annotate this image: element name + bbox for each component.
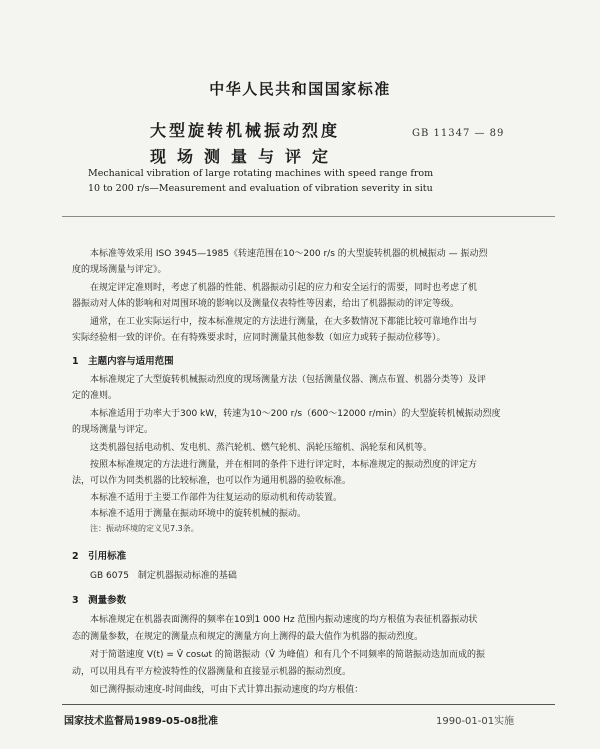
section-1-heading: 1 主题内容与适用范围 (72, 356, 174, 367)
approval-date: 国家技术监督局1989-05-08批准 (64, 716, 218, 727)
section-1-line: 这类机器包括电动机、发电机、蒸汽轮机、燃气轮机、涡轮压缩机、涡轮泵和风机等。 (90, 443, 433, 453)
intro-line: 实际经验相一致的评价。在有特殊要求时，应同时测量其他参数（如应力或转子振动位移等）。 (72, 333, 446, 343)
document-title-line2: 现场测量与评定 (150, 147, 340, 166)
section-2-heading: 2 引用标准 (72, 551, 127, 562)
intro-line: 本标准等效采用 ISO 3945—1985《转速范围在10～200 r/s 的大型旋转机器的机械振动 — 振动烈 (90, 249, 488, 259)
intro-line: 通常，在工业实际运行中，按本标准规定的方法进行测量，在大多数情况下都能比较可靠地作出与 (90, 317, 478, 327)
intro-line: 器振动对人体的影响和对周围环境的影响以及测量仪表特性等因素，给出了机器振动的评定等级。 (72, 299, 460, 309)
section-1-line: 的现场测量与评定。 (72, 425, 154, 435)
section-3-line: 对于简谐速度 V(t) = V̂ cosωt 的简谐振动（V̂ 为峰值）和有几个不同频率的简谐振动迭加而成的振 (90, 650, 485, 660)
section-1-line: 按照本标准规定的方法进行测量，并在相同的条件下进行评定时，本标准规定的振动烈度的评定方 (90, 460, 478, 470)
section-2-line: GB 6075 制定机器振动标准的基础 (90, 571, 237, 581)
section-1-line: 本标准适用于功率大于300 kW，转速为10～200 r/s（600～12000 r/min）的大型旋转机械振动烈度 (90, 409, 501, 419)
section-1-line: 本标准规定了大型旋转机械振动烈度的现场测量方法（包括测量仪器、测点布置、机器分类等）及评 (90, 375, 487, 385)
publisher-heading: 中华人民共和国国家标准 (209, 80, 391, 98)
document-title-line1: 大型旋转机械振动烈度 (150, 121, 341, 140)
section-3-line: 动，可以用具有平方检波特性的仪器测量和直接显示机器的振动烈度。 (72, 667, 352, 677)
intro-line: 在规定评定准则时，考虑了机器的性能、机器振动引起的应力和安全运行的需要，同时也考虑了机 (90, 283, 478, 293)
header-divider (62, 216, 555, 217)
section-3-heading: 3 测量参数 (72, 595, 127, 606)
section-3-line: 态的测量参数，在规定的测量点和规定的测量方向上测得的最大值作为机器的振动烈度。 (72, 632, 424, 642)
section-1-line: 本标准不适用于主要工作部件为往复运动的原动机和传动装置。 (90, 493, 343, 503)
effective-date: 1990-01-01实施 (436, 716, 515, 727)
section-1-note: 注：振动环境的定义见7.3条。 (90, 524, 199, 533)
intro-line: 度的现场测量与评定》。 (72, 265, 167, 275)
section-3-line: 如已测得振动速度-时间曲线，可由下式计算出振动速度的均方根值： (90, 685, 364, 695)
section-1-line: 本标准不适用于测量在振动环境中的旋转机械的振动。 (90, 509, 307, 519)
english-title-line1: Mechanical vibration of large rotating machines with speed range from (88, 168, 434, 179)
section-3-line: 本标准规定在机器表面测得的频率在10到1 000 Hz 范围内振动速度的均方根值为表征机器振动状 (90, 615, 478, 625)
footer-divider (62, 704, 555, 705)
section-1-line: 定的准则。 (72, 391, 118, 401)
section-1-line: 法，可以作为同类机器的比较标准，也可以作为通用机器的验收标准。 (72, 476, 352, 486)
standard-number: GB 11347 — 89 (412, 128, 505, 139)
english-title-line2: 10 to 200 r/s—Measurement and evaluation of vibration severity in situ (88, 183, 433, 194)
